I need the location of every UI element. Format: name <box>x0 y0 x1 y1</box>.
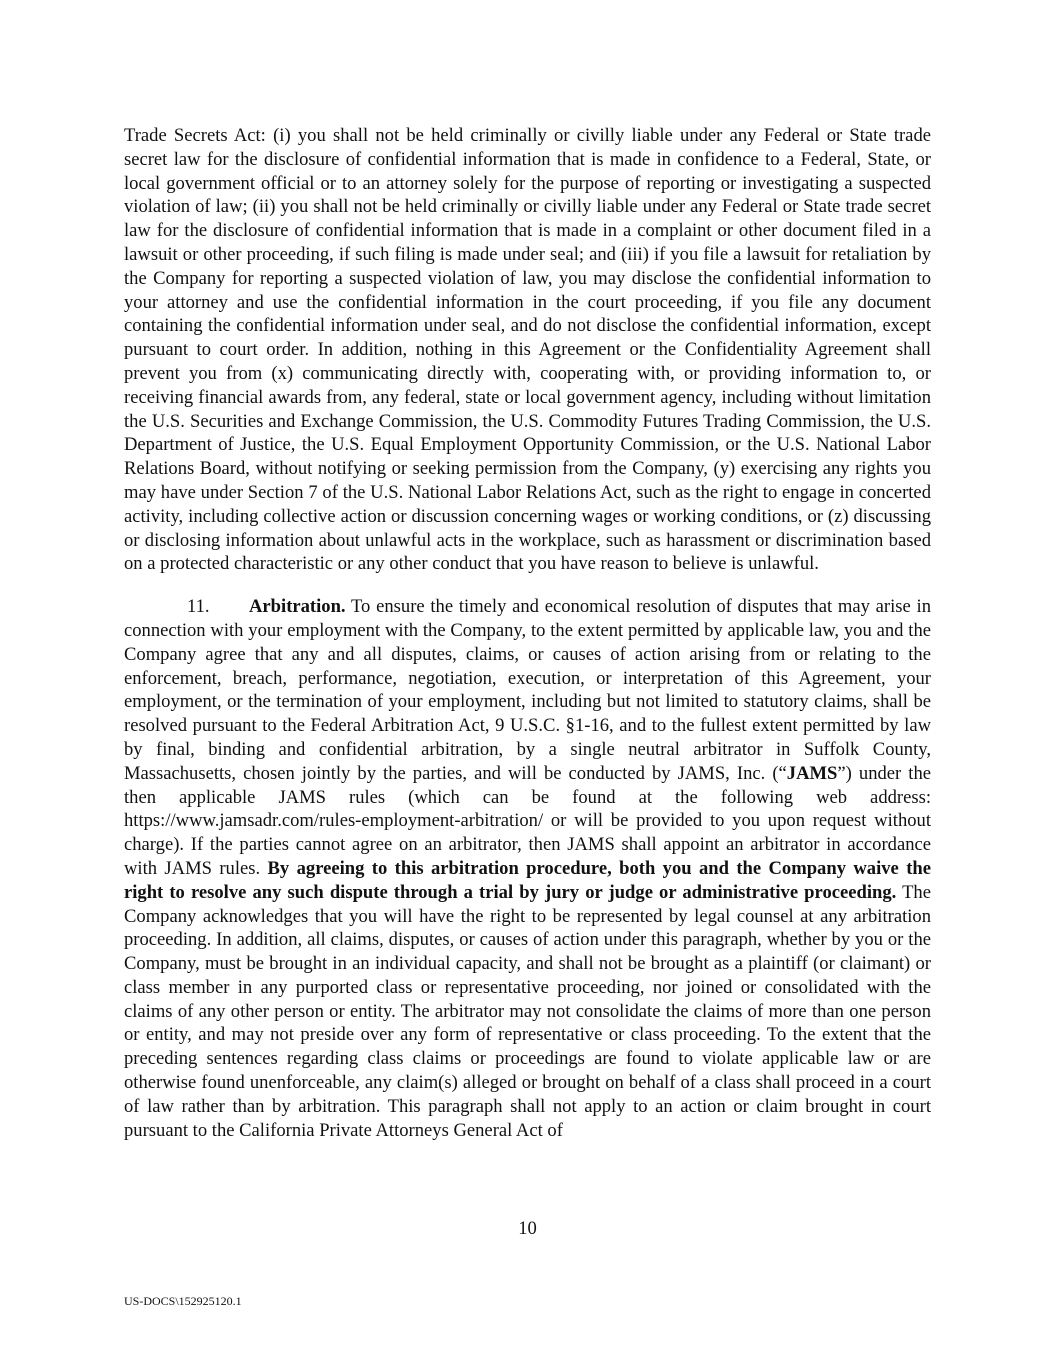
jams-defined-term: JAMS <box>786 762 838 784</box>
document-body <box>124 124 931 1142</box>
jury-waiver-text: By agreeing to this arbitration procedure, both you and the Company waive the right to resolve any such dispute through a trial by jury or judge or administrative proceeding. <box>124 857 931 903</box>
section-heading: Arbitration. <box>249 596 346 618</box>
section-text-part-c: The Company acknowledges that you will have the right to be represented by legal counsel at any arbitration proceeding. In addition, all claims, disputes, or causes of action under this paragraph, whether by you or the Company, must be brought in an individual capacity, and shall not be brought as a plaintiff (or claimant) or class member in any purported class or representative proceeding, nor joined or consolidated with the claims of any other person or entity. The arbitrator may not consolidate the claims of more than one person or entity, and may not preside over any form of representative or class proceeding. To the extent that the preceding sentences regarding class claims or proceedings are found to violate applicable law or are otherwise found unenforceable, any claim(s) alleged or brought on behalf of a class shall proceed in a court of law rather than by arbitration. This paragraph shall not apply to an action or claim brought in court pursuant to the California Private Attorneys General Act of <box>124 881 931 1141</box>
section-text-part-b: ”) under the then applicable JAMS rules (which can be found at the following web address: https://www.jamsadr.com/rules-employment-arbitration/ or will be provided to you upon request without charge). If the parties cannot agree on an arbitrator, then JAMS shall appoint an arbitrator in accordance with JAMS rules. <box>124 762 932 879</box>
paragraph-spacer <box>124 576 931 595</box>
section-11-arbitration <box>124 595 931 1142</box>
paragraph-trade-secrets: Trade Secrets Act: (i) you shall not be held criminally or civilly liable under any Federal or State trade secret law for the disclosure of confidential information that is made in confidence to a Federal, State, or local government official or to an attorney solely for the purpose of reporting or investigating a suspected violation of law; (ii) you shall not be held criminally or civilly liable under any Federal or State trade secret law for the disclosure of confidential information that is made in a complaint or other document filed in a lawsuit or other proceeding, if such filing is made under seal; and (iii) if you file a lawsuit for retaliation by the Company for reporting a suspected violation of law, you may disclose the confidential information to your attorney and use the confidential information in the court proceeding, if you file any document containing the confidential information under seal, and do not disclose the confidential information, except pursuant to court order. In addition, nothing in this Agreement or the Confidentiality Agreement shall prevent you from (x) communicating directly with, cooperating with, or providing information to, or receiving financial awards from, any federal, state or local government agency, including without limitation the U.S. Securities and Exchange Commission, the U.S. Commodity Futures Trading Commission, the U.S. Department of Justice, the U.S. Equal Employment Opportunity Commission, or the U.S. National Labor Relations Board, without notifying or seeking permission from the Company, (y) exercising any rights you may have under Section 7 of the U.S. National Labor Relations Act, such as the right to engage in concerted activity, including collective action or discussion concerning wages or working conditions, or (z) discussing or disclosing information about unlawful acts in the workplace, such as harassment or discrimination based on a protected characteristic or any other conduct that you have reason to believe is unlawful. <box>124 125 931 575</box>
section-text-part-a: To ensure the timely and economical resolution of disputes that may arise in connection with your employment with the Company, to the extent permitted by applicable law, you and the Company agree that any and all disputes, claims, or causes of action arising from or relating to the enforcement, breach, performance, negotiation, execution, or interpretation of this Agreement, your employment, or the termination of your employment, including but not limited to statutory claims, shall be resolved pursuant to the Federal Arbitration Act, 9 U.S.C. §1-16, and to the fullest extent permitted by law by final, binding and confidential arbitration, by a single neutral arbitrator in Suffolk County, Massachusetts, chosen jointly by the parties, and will be conducted by JAMS, Inc. (“ <box>124 596 931 784</box>
page-number: 10 <box>518 1218 537 1239</box>
section-number: 11. <box>187 596 210 618</box>
document-id-footer: US-DOCS\152925120.1 <box>124 1294 242 1308</box>
